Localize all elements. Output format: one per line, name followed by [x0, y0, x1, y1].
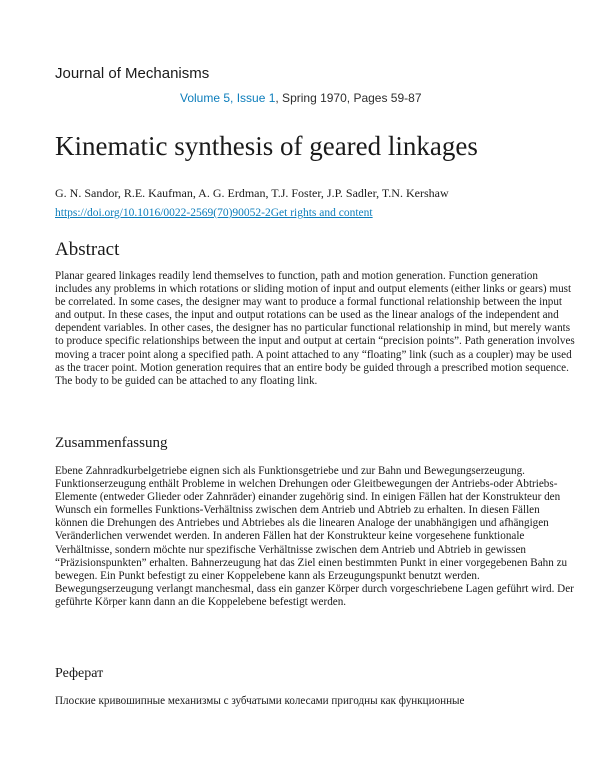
- doi-link[interactable]: https://doi.org/10.1016/0022-2569(70)90052-2: [55, 207, 271, 219]
- doi-line: [55, 207, 373, 219]
- rights-link[interactable]: Get rights and content: [270, 207, 373, 219]
- referat-heading: Реферат: [55, 666, 104, 681]
- abstract-heading: Abstract: [55, 239, 120, 260]
- referat-text: Плоские кривошипные механизмы с зубчатыми колесами пригодны как функционные: [55, 695, 465, 707]
- abstract-text: Planar geared linkages readily lend themselves to function, path and motion generation. Function generation includes any problems in which rotations or sliding motion of input and output elements (either links or gears) must be correlated. In some cases, the designer may want to produce a formal functional relationship between the input and output. In these cases, the input and output rotations can be used as the linear analogs of the independent and dependent variables. In other cases, the designer has no particular functional relationship in mind, but merely wants to produce specific relationships between the input and output at certain “precision points”. Path generation involves moving a tracer point along a specified path. A point attached to any “floating” link (such as a coupler) may be used as the tracer point. Motion generation requires that an entire body be guided through a prescribed motion sequence. The body to be guided can be attached to any floating link.: [55, 270, 575, 387]
- zusammenfassung-text: Ebene Zahnradkurbelgetriebe eignen sich als Funktionsgetriebe und zur Bahn und Bewegungserzeugung. Funktionserzeugung enthält Probleme in welchen Drehungen oder Gleitbewegungen der Antriebs-oder Abtriebs-Elemente (entweder Glieder oder Zahnräder) einander zugehörig sind. In einigen Fällen hat der Konstrukteur den Wunsch ein formelles Funktions-Verhältniss zwischen dem Antrieb und Abtrieb zu erhalten. In diesen Fällen können die Drehungen des Antriebes und Abtriebes als die linearen Analoge der unabhängigen und afhängigen Veränderlichen verwendet werden. In anderen Fällen hat der Konstrukteur keine vorgesehene funktionale Verhältnisse, sondern möchte nur spezifische Verhältnisse zwischen dem Antrieb und Abtrieb in gewissen “Präzisionspunkten” erhalten. Bahnerzeugung hat das Ziel einen bestimmten Punkt in einer vorgegebenen Bahn zu bewegen. Ein Punkt befestigt zu einer Koppelebene kann als Erzeugungspunkt benutzt werden. Bewegungserzeugung verlangt manchesmal, dass ein ganzer Körper durch vorgeschriebene Lagen geführt wird. Der geführte Körper kann dann an die Koppelebene befestigt werden.: [55, 465, 574, 608]
- article-title: Kinematic synthesis of geared linkages: [55, 131, 478, 161]
- issue-details: , Spring 1970, Pages 59-87: [275, 91, 422, 105]
- zusammenfassung-heading: Zusammenfassung: [55, 435, 168, 451]
- journal-name[interactable]: Journal of Mechanisms: [55, 65, 210, 82]
- volume-issue-link[interactable]: Volume 5, Issue 1: [180, 91, 276, 105]
- author-list[interactable]: G. N. Sandor, R.E. Kaufman, A. G. Erdman, T.J. Foster, J.P. Sadler, T.N. Kershaw: [55, 186, 449, 200]
- volume-issue-line: [180, 91, 422, 105]
